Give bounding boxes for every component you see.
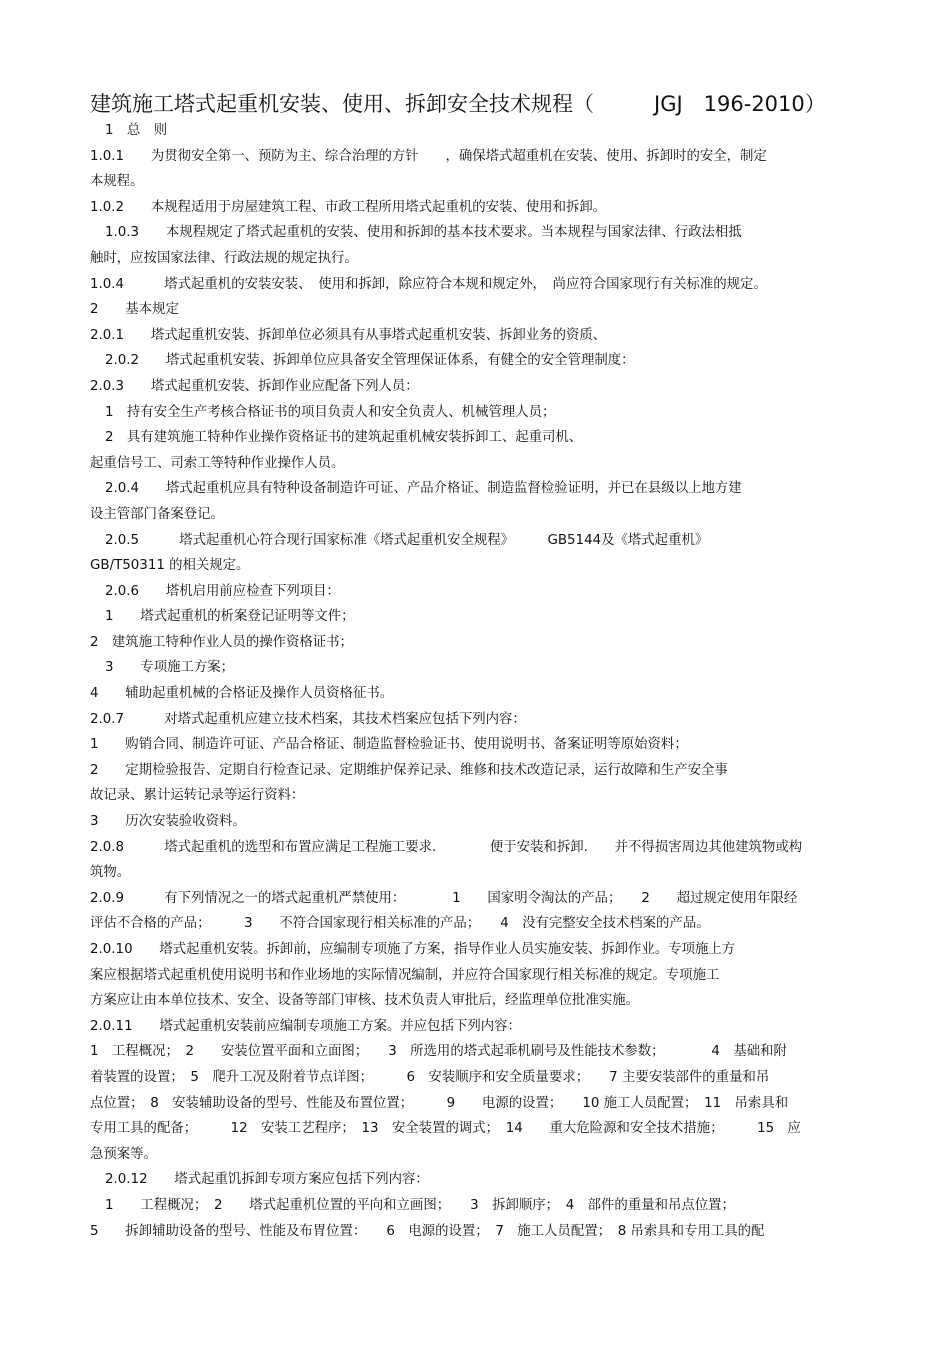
text-line [0,374,950,400]
text-line-content: 2.0.4 塔式起重机应具有特种设备制造许可证、产品介格证、制造监督检验证明，并已在县级以上地方建 [105,481,742,497]
text-line [0,988,950,1014]
text-line-content: 点位置； 8 安装辅助设备的型号、性能及布置位置； 9 电源的设置； 10 施工人员配置； 11 吊索具和 [90,1095,789,1111]
text-line-content: 2.0.9 有下列情况之一的塔式起重机严禁使用： 1 国家明令淘汰的产品； 2 超过规定使用年限经 [90,890,798,906]
text-line-content: 2.0.6 塔机启用前应检查下列项目： [105,583,340,599]
text-line [0,297,950,323]
text-line-content: 2.0.2 塔式起重机安装、拆卸单位应具备安全管理保证体系，有健全的安全管理制度： [105,353,635,369]
text-line [0,400,950,426]
text-line-content: 1 塔式起重机的析案登记证明等文件； [105,609,355,625]
text-line-content: 2.0.7 对塔式起重机应建立技术档案，其技术档案应包括下列内容： [90,711,526,727]
text-line-content: 方案应让由本单位技术、安全、设备等部门审核、技术负责人审批后，经监理单位批准实施。 [90,993,640,1009]
text-line [0,220,950,246]
text-line-content: 1.0.3 本规程规定了塔式起重机的安装、使用和拆卸的基本技术要求。当本规程与国家法律、行政法相抵 [105,225,742,241]
text-line [0,476,950,502]
text-line-content: 专用工具的配备； 12 安装工艺程序； 13 安全装置的调式； 14 重大危险源和安全技术措施； 15 应 [90,1121,801,1137]
text-line [0,630,950,656]
text-line-content: 筑物。 [90,865,131,881]
text-line-content: 3 历次安装验收资料。 [90,814,246,830]
text-line-content: 5 拆卸辅助设备的型号、性能及布胃位置： 6 电源的设置； 7 施工人员配置； 8 吊索具和专用工具的配 [90,1223,765,1239]
text-line-content: 案应根据塔式起重机使用说明书和作业场地的实际情况编制，并应符合国家现行相关标准的规定。专项施工 [90,967,720,983]
text-line [0,1167,950,1193]
text-line [0,937,950,963]
text-line [0,553,950,579]
text-line [0,451,950,477]
title-text: 建筑施工塔式起重机安装、使用、拆卸安全技术规程（ [90,92,594,116]
text-line-content: 故记录、累计运转记录等运行资料： [90,788,305,804]
text-line-content: 1 工程概况； 2 塔式起重机位置的平向和立画图； 3 拆卸顺序； 4 部件的重量和吊点位置； [105,1197,735,1213]
text-line [0,195,950,221]
text-line-content: 1.0.2 本规程适用于房屋建筑工程、市政工程所用塔式起重机的安装、使用和拆卸。 [90,199,607,215]
text-line [0,1014,950,1040]
text-line-content: 急预案等。 [90,1146,157,1162]
text-line-content: 设主管部门备案登记。 [90,506,224,522]
text-line-content: GB/T50311 的相关规定。 [90,558,250,574]
text-line [0,886,950,912]
text-line [0,169,950,195]
text-line-content: 2.0.8 塔式起重机的选型和布置应满足工程施工要求. 便于安装和拆卸. 并不得损害周边其他建筑物或构 [90,839,803,855]
text-line-content: 着装置的设置； 5 爬升工况及附着节点详图； 6 安装顺序和安全质量要求； 7 主要安装部件的重量和吊 [90,1069,770,1085]
text-line-content: 2.0.3 塔式起重机安装、拆卸作业应配备下列人员： [90,378,419,394]
document-title [90,90,890,118]
text-line-content: 2.0.1 塔式起重机安装、拆卸单位必须具有从事塔式起重机安装、拆卸业务的资质、 [90,327,607,343]
text-line [0,604,950,630]
text-line [0,1039,950,1065]
text-line-content: 2 基本规定 [90,302,179,318]
text-line-content: 2.0.10 塔式起重机安装。拆卸前，应编制专项施了方案，指导作业人员实施安装、拆卸作业。专项施上方 [90,942,736,957]
text-line [0,809,950,835]
text-line [0,655,950,681]
text-line [0,707,950,733]
text-line-content: 1 持有安全生产考核合格证书的项目负责人和安全负责人、机械管理人员； [105,404,556,420]
text-line [0,732,950,758]
text-line [0,911,950,937]
text-line [0,323,950,349]
text-line-content: 2.0.5 塔式起重机心符合现行国家标准《塔式起重机安全规程》 GB5144及《塔式起重机》 [105,532,709,548]
text-line [0,246,950,272]
text-line-content: 本规程。 [90,174,144,190]
text-line-content: 4 辅助起重机械的合格证及操作人员资格征书。 [90,686,394,702]
text-line [0,579,950,605]
text-line [0,118,950,144]
text-line-content: 1 工程概况； 2 安装位置平面和立面图； 3 所选用的塔式起乖机刷号及性能技术参数； 4 基础和附 [90,1044,787,1060]
text-line [0,348,950,374]
text-line-content: 1.0.1 为贯彻安全第一、预防为主、综合治理的方针 ，确保塔式超重机在安装、使用、拆卸时的安全，制定 [90,148,767,164]
text-line [0,963,950,989]
text-line [0,835,950,861]
text-line [0,1142,950,1168]
text-line [0,1219,950,1245]
text-line-content: 2 建筑施工特种作业人员的操作资格证书； [90,634,353,650]
text-line [0,783,950,809]
text-line [0,1091,950,1117]
text-line [0,502,950,528]
text-line-content: 3 专项施工方案； [105,660,235,676]
text-line-content: 1 总 则 [105,123,168,138]
text-line-content: 评估不合格的产品； 3 不符合国家现行相关标准的产品； 4 没有完整安全技术档案的产品。 [90,916,710,932]
text-line [0,1116,950,1142]
text-line-content: 2.0.12 塔式起重饥拆卸专项方案应包括下列内容： [105,1172,429,1188]
text-line [0,425,950,451]
document-body [0,118,950,1244]
text-line-content: 起重信号工、司索工等特种作业操作人员。 [90,455,345,471]
text-line-content: 1.0.4 塔式起重机的安装安装、 使用和拆卸，除应符合本规和规定外， 尚应符合国家现行有关标准的规定。 [90,276,767,292]
text-line-content: 触时，应按国家法律、行政法规的规定执行。 [90,250,358,266]
text-line-content: 2 具有建筑施工特种作业操作资格证书的建筑起重机械安装拆卸工、起重司机、 [105,430,583,446]
text-line [0,1065,950,1091]
text-line-content: 1 购销合同、制造许可证、产品合格证、制造监督检验证书、使用说明书、备案证明等原始资料； [90,737,688,753]
text-line [0,528,950,554]
text-line [0,758,950,784]
text-line-content: 2.0.11 塔式起重机安装前应编制专项施工方案。并应包括下列内容： [90,1018,521,1034]
text-line [0,144,950,170]
text-line [0,1193,950,1219]
text-line [0,681,950,707]
text-line [0,860,950,886]
text-line-content: 2 定期检验报告、定期自行检查记录、定期维护保养记录、维修和技术改造记录，运行故障和生产安全事 [90,762,728,778]
standard-code: JGJ 196-2010） [654,92,826,116]
text-line [0,272,950,298]
